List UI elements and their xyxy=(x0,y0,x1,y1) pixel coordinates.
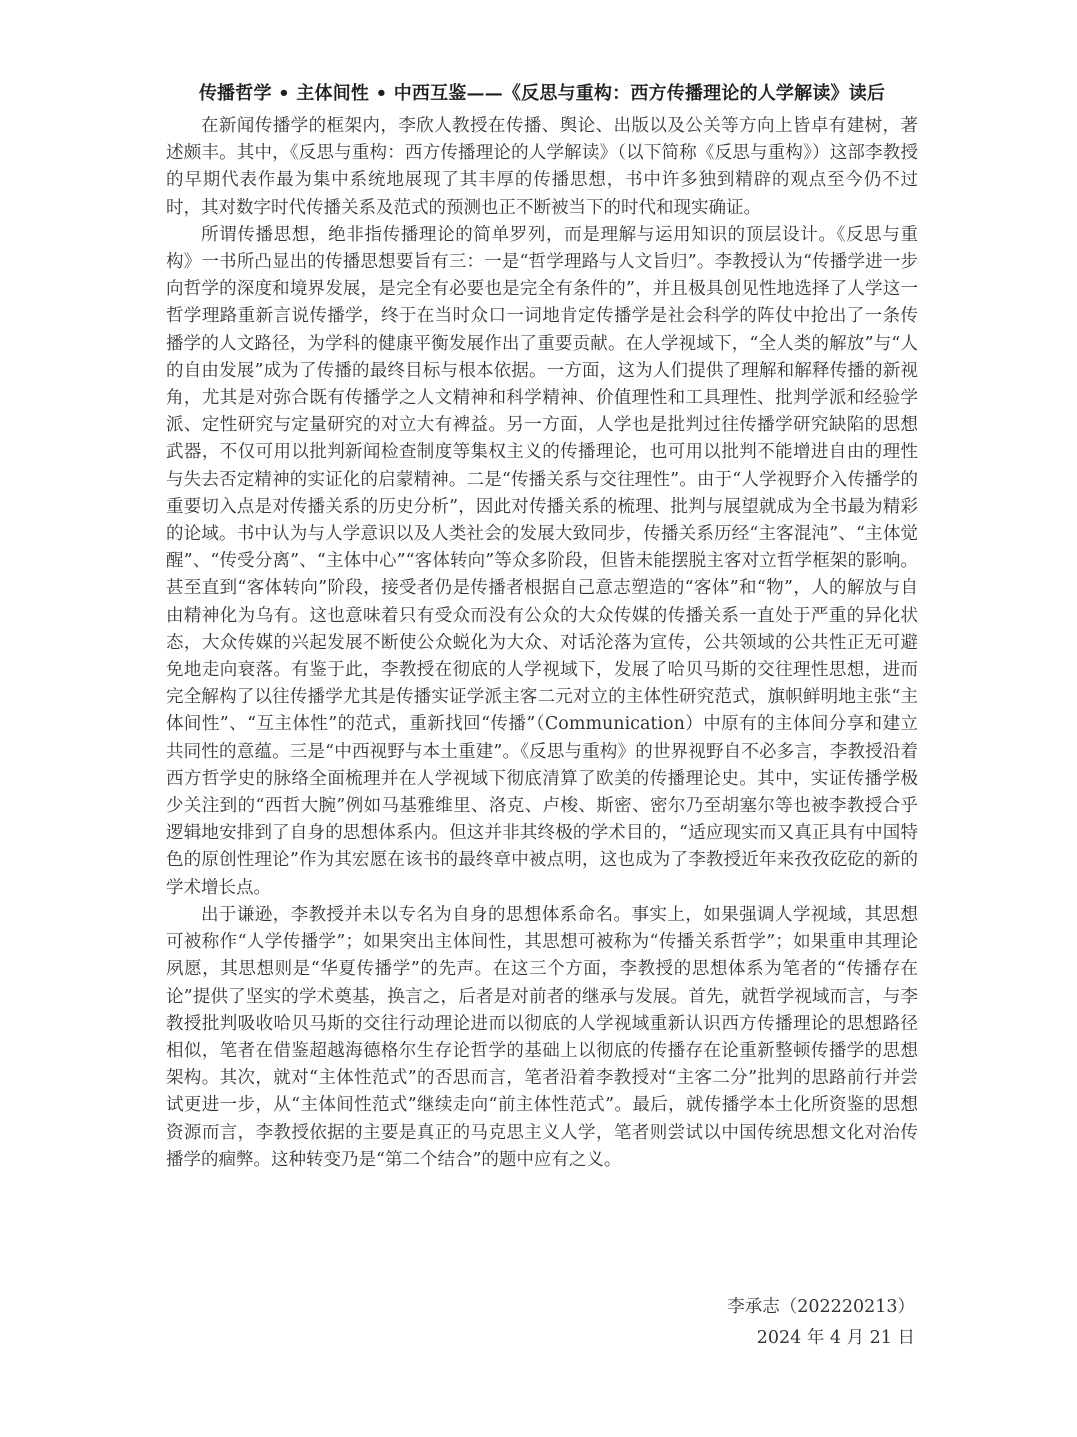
document-title: 传播哲学 • 主体间性 • 中西互鉴——《反思与重构：西方传播理论的人学解读》读后 xyxy=(198,83,886,104)
signature-block xyxy=(727,1292,915,1354)
paragraph-2: 所谓传播思想，绝非指传播理论的简单罗列，而是理解与运用知识的顶层设计。《反思与重构》一书所凸显出的传播思想要旨有三：一是“哲学理路与人文旨归”。李教授认为“传播学进一步向哲学的深度和境界发展，是完全有必要也是完全有条件的”，并且极具创见性地选择了人学这一哲学理路重新言说传播学，终于在当时众口一词地肯定传播学是社会科学的阵仗中抢出了一条传播学的人文路径，为学科的健康平衡发展作出了重要贡献。在人学视域下，“全人类的解放”与“人的自由发展”成为了传播的最终目标与根本依据。一方面，这为人们提供了理解和解释传播的新视角，尤其是对弥合既有传播学之人文精神和科学精神、价值理性和工具理性、批判学派和经验学派、定性研究与定量研究的对立大有裨益。另一方面，人学也是批判过往传播学研究缺陷的思想武器，不仅可用以批判新闻检查制度等集权主义的传播理论，也可用以批判不能增进自由的理性与失去否定精神的实证化的启蒙精神。二是“传播关系与交往理性”。由于“人学视野介入传播学的重要切入点是对传播关系的历史分析”，因此对传播关系的梳理、批判与展望就成为全书最为精彩的论域。书中认为与人学意识以及人类社会的发展大致同步，传播关系历经“主客混沌”、“主体觉醒”、“传受分离”、“主体中心”“客体转向”等众多阶段，但皆未能摆脱主客对立哲学框架的影响。甚至直到“客体转向”阶段，接受者仍是传播者根据自己意志塑造的“客体”和“物”，人的解放与自由精神化为乌有。这也意味着只有受众而没有公众的大众传媒的传播关系一直处于严重的异化状态，大众传媒的兴起发展不断使公众蜕化为大众、对话沦落为宣传，公共领域的公共性正无可避免地走向衰落。有鉴于此，李教授在彻底的人学视域下，发展了哈贝马斯的交往理性思想，进而完全解构了以往传播学尤其是传播实证学派主客二元对立的主体性研究范式，旗帜鲜明地主张“主体间性”、“互主体性”的范式，重新找回“传播”（Communication）中原有的主体间分享和建立共同性的意蕴。三是“中西视野与本土重建”。《反思与重构》的世界视野自不必多言，李教授沿着西方哲学史的脉络全面梳理并在人学视域下彻底清算了欧美的传播理论史。其中，实证传播学极少关注到的“西哲大腕”例如马基雅维里、洛克、卢梭、斯密、密尔乃至胡塞尔等也被李教授合乎逻辑地安排到了自身的思想体系内。但这并非其终极的学术目的，“适应现实而又真正具有中国特色的原创性理论”作为其宏愿在该书的最终章中被点明，这也成为了李教授近年来孜孜矻矻的新的学术增长点。 xyxy=(166,224,918,898)
paragraph-3: 出于谦逊，李教授并未以专名为自身的思想体系命名。事实上，如果强调人学视域，其思想可被称作“人学传播学”；如果突出主体间性，其思想可被称为“传播关系哲学”；如果重申其理论夙愿，其思想则是“华夏传播学”的先声。在这三个方面，李教授的思想体系为笔者的“传播存在论”提供了坚实的学术奠基，换言之，后者是对前者的继承与发展。首先，就哲学视域而言，与李教授批判吸收哈贝马斯的交往行动理论进而以彻底的人学视域重新认识西方传播理论的思想路径相似，笔者在借鉴超越海德格尔生存论哲学的基础上以彻底的传播存在论重新整顿传播学的思想架构。其次，就对“主体性范式”的否思而言，笔者沿着李教授对“主客二分”批判的思路前行并尝试更进一步，从“主体间性范式”继续走向“前主体性范式”。最后，就传播学本土化所资鉴的思想资源而言，李教授依据的主要是真正的马克思主义人学，笔者则尝试以中国传统思想文化对治传播学的痼弊。这种转变乃是“第二个结合”的题中应有之义。 xyxy=(166,904,918,1170)
paragraph-1: 在新闻传播学的框架内，李欣人教授在传播、舆论、出版以及公关等方向上皆卓有建树，著述颇丰。其中，《反思与重构：西方传播理论的人学解读》（以下简称《反思与重构》）这部李教授的早期代表作最为集中系统地展现了其丰厚的传播思想，书中许多独到精辟的观点至今仍不过时，其对数字时代传播关系及范式的预测也正不断被当下的时代和现实确证。 xyxy=(166,116,918,218)
date-line: 2024 年 4 月 21 日 xyxy=(756,1328,915,1348)
document-body xyxy=(166,80,918,1174)
author-line: 李承志（202220213） xyxy=(727,1297,915,1317)
